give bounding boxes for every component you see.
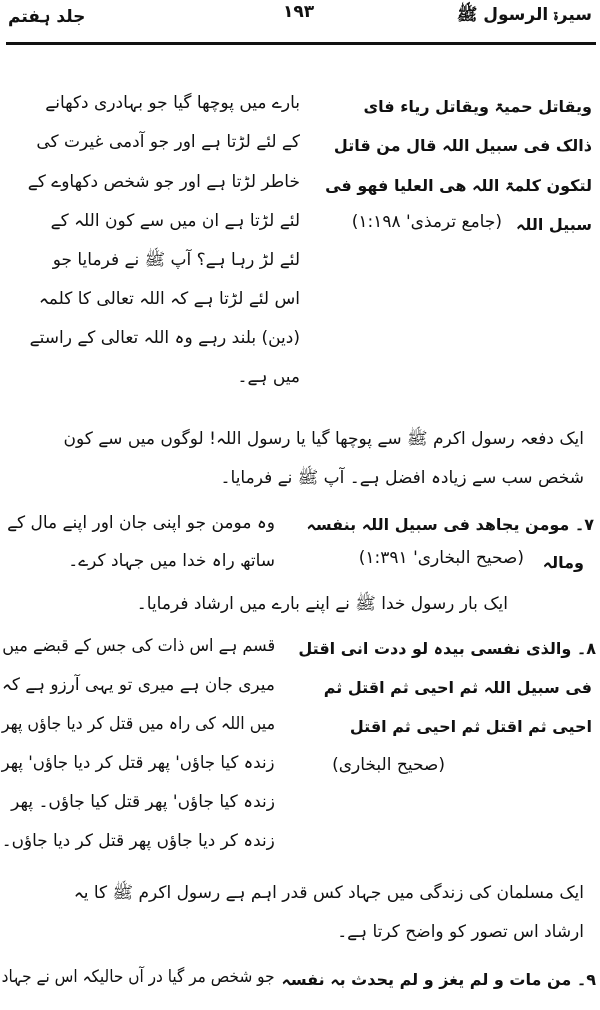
urdu-line: کے لئے لڑتا ہے اور جو آدمی غیرت کی xyxy=(36,132,300,152)
urdu-line: میں ہے۔ xyxy=(237,367,300,387)
arabic-line: ۸۔ والذی نفسی بیدہ لو ددت انی اقتل xyxy=(298,639,596,658)
arabic-line: ذالک فی سبیل اللہ قال من قاتل xyxy=(333,136,592,155)
urdu-line: میری جان ہے میری تو یہی آرزو ہے کہ xyxy=(2,675,275,695)
urdu-line: (دین) بلند رہے وہ اللہ تعالی کے راستے xyxy=(29,328,300,348)
paragraph-line: ایک بار رسول خدا ﷺ نے اپنے بارے میں ارشاد فرمایا۔ xyxy=(136,594,508,614)
arabic-line: احیی ثم اقتل ثم احیی ثم اقتل xyxy=(349,717,592,736)
reference: (صحیح البخاری' ۱:۳۹۱) xyxy=(358,548,524,568)
urdu-line: زندہ کر دیا جاؤں پھر قتل کر دیا جاؤں۔ xyxy=(1,831,275,851)
arabic-line: سبیل اللہ xyxy=(515,215,592,234)
paragraph-line: شخص سب سے زیادہ افضل ہے۔ آپ ﷺ نے فرمایا۔ xyxy=(220,468,584,488)
paragraph-line: ارشاد اس تصور کو واضح کرتا ہے۔ xyxy=(337,922,584,942)
arabic-line: فی سبیل اللہ ثم احیی ثم اقتل ثم xyxy=(323,678,592,697)
arabic-line: لتکون کلمۃ اللہ ھی العلیا فھو فی xyxy=(325,176,592,195)
page-number: ۱۹۳ xyxy=(283,2,315,22)
header-divider xyxy=(6,42,596,45)
urdu-line: بارے میں پوچھا گیا جو بہادری دکھانے xyxy=(45,93,300,113)
urdu-line: لئے لڑ رہا ہے؟ آپ ﷺ نے فرمایا جو xyxy=(52,250,300,270)
reference: (جامع ترمذی' ۱:۱۹۸) xyxy=(351,212,502,232)
arabic-line: ۷۔ مومن یجاھد فی سبیل اللہ بنفسہ xyxy=(306,515,594,534)
arabic-line: ۹۔ من مات و لم یغز و لم یحدث بہ نفسہ xyxy=(281,970,596,989)
urdu-line: وہ مومن جو اپنی جان اور اپنے مال کے xyxy=(7,513,275,533)
urdu-line: قسم ہے اس ذات کی جس کے قبضے میں xyxy=(2,636,275,656)
volume-label: جلد ہفتم xyxy=(8,7,86,27)
arabic-line: ومالہ xyxy=(542,553,584,572)
arabic-line: ویقاتل حمیۃ ویقاتل ریاء فای xyxy=(363,97,592,116)
urdu-line: جو شخص مر گیا در آں حالیکہ اس نے جہاد xyxy=(2,967,275,987)
urdu-line: میں اللہ کی راہ میں قتل کر دیا جاؤں پھر xyxy=(1,714,275,734)
paragraph-line: ایک دفعہ رسول اکرم ﷺ سے پوچھا گیا یا رسول اللہ! لوگوں میں سے کون xyxy=(63,429,584,449)
book-title: سیرۃ الرسول ﷺ xyxy=(456,5,592,25)
urdu-line: زندہ کیا جاؤں' پھر قتل کیا جاؤں۔ پھر xyxy=(11,792,275,812)
urdu-line: لئے لڑتا ہے ان میں سے کون اللہ کے xyxy=(50,211,300,231)
urdu-line: زندہ کیا جاؤں' پھر قتل کر دیا جاؤں' پھر xyxy=(2,753,275,773)
urdu-line: ساتھ راہ خدا میں جہاد کرے۔ xyxy=(68,551,275,571)
reference: (صحیح البخاری) xyxy=(332,755,445,775)
urdu-line: خاطر لڑتا ہے اور جو شخص دکھاوے کے xyxy=(27,172,300,192)
paragraph-line: ایک مسلمان کی زندگی میں جہاد کس قدر اہم ہے رسول اکرم ﷺ کا یہ xyxy=(73,883,584,903)
urdu-line: اس لئے لڑتا ہے کہ اللہ تعالی کا کلمہ xyxy=(38,289,300,309)
